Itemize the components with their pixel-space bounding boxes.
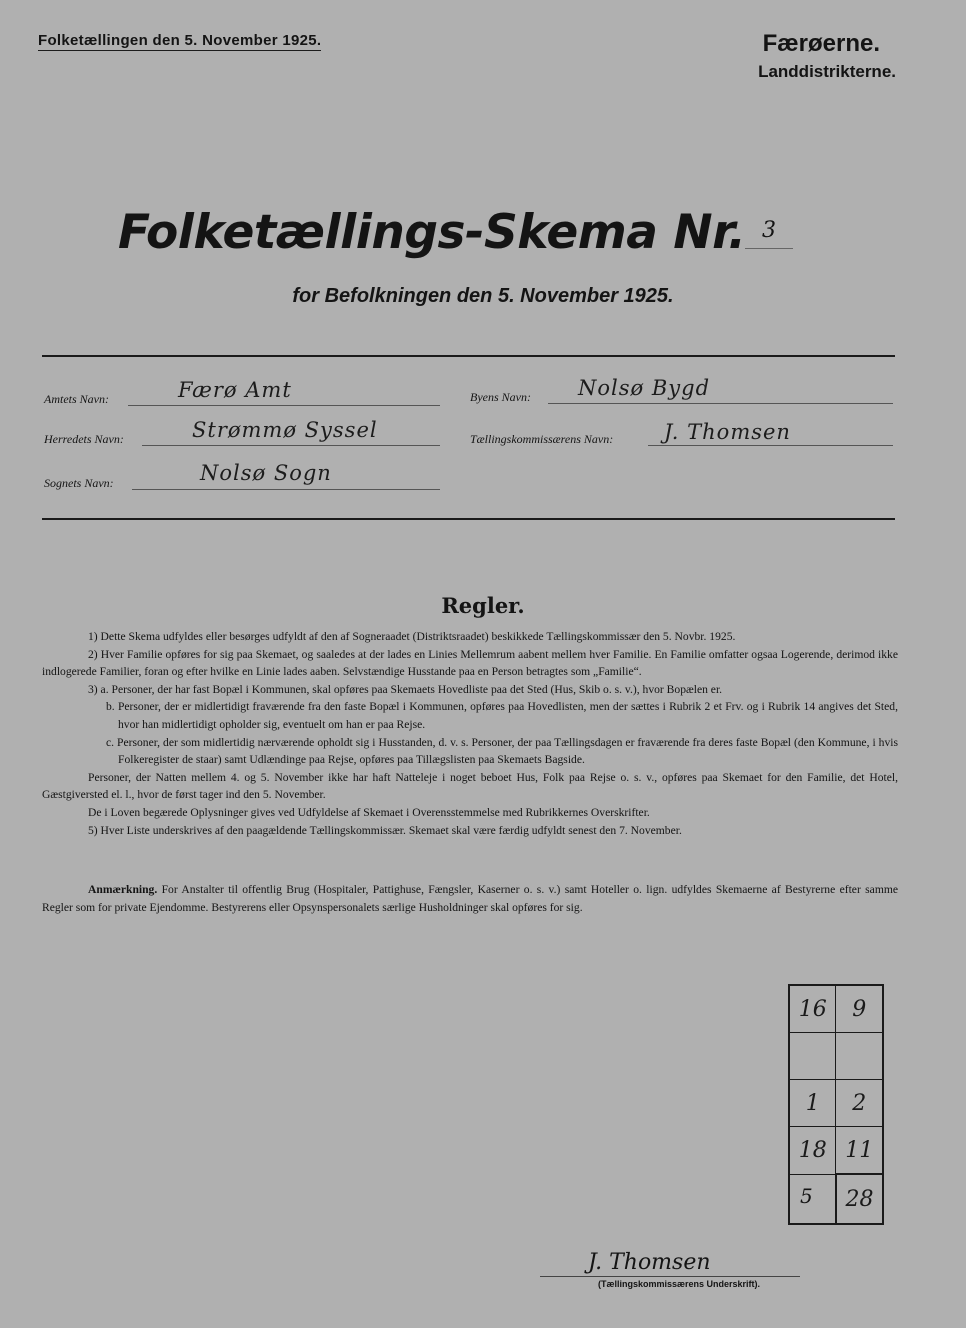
rule-3b: b. Personer, der er midlertidigt fraværende fra den faste Bopæl i Kommunen, opføres paa Hovedlisten, men der sættes i Rubrik 2 et Frv. og i Rubrik 14 angives det Sted, hvor han midlertidigt opholder sig, eventuelt om han er paa Rejse. xyxy=(106,700,898,731)
rule-4: De i Loven begærede Oplysninger gives ved Udfyldelse af Skemaet i Overensstemmelse med Rubrikkernes Overskrifter. xyxy=(88,805,650,819)
kommissaer-label: Tællingskommissærens Navn: xyxy=(470,432,614,446)
tally-cell: 28 xyxy=(836,1174,883,1224)
tally-extra-value: 5 xyxy=(800,1184,813,1208)
herred-value: Strømmø Syssel xyxy=(192,418,378,442)
signature-line xyxy=(540,1276,800,1277)
tally-cell: 2 xyxy=(836,1080,883,1127)
sogn-value: Nolsø Sogn xyxy=(200,461,332,485)
sogn-label: Sognets Navn: xyxy=(44,476,114,490)
tally-cell: 11 xyxy=(836,1127,883,1175)
form-number: 3 xyxy=(745,218,793,249)
by-label: Byens Navn: xyxy=(470,390,531,404)
divider-bottom xyxy=(42,518,895,520)
rule-3d: Personer, der Natten mellem 4. og 5. November ikke har haft Natteleje i noget beboet Hus, Folk paa Rejse o. s. v., opføres paa Skemaet for den Familie, det Hotel, Gæstgiversted el. l., hvor de først tager ind den 5. November. xyxy=(42,770,898,802)
tally-row xyxy=(789,1080,883,1127)
tally-row xyxy=(789,1033,883,1080)
tally-row xyxy=(789,985,883,1033)
tally-cell: 1 xyxy=(789,1080,836,1127)
district-heading: Landdistrikterne. xyxy=(758,62,896,81)
tally-cell xyxy=(789,1033,836,1080)
amt-value: Færø Amt xyxy=(178,378,292,402)
form-title: Folketællings-Skema Nr. xyxy=(118,205,746,260)
tally-cell: 16 xyxy=(789,985,836,1033)
herred-label: Herredets Navn: xyxy=(44,432,124,446)
rule-2: 2) Hver Familie opføres for sig paa Skemaet, og saaledes at der lades en Linies Mellemrum aabent mellem hver Familie. En Familie omfatter ogsaa Logerende, derimod ikke indlogerede Familier, foran og efter hvilke en Linie lades aaben. Selvstændige Husstande paa en Person betragtes som „Familie“. xyxy=(42,647,898,679)
rule-3c: c. Personer, der som midlertidig nærværende opholdt sig i Husstanden, d. v. s. Personer, der paa Tællingsdagen er fraværende fra deres faste Bopæl (den Kommune, i hvis Folkeregister de staar) samt Udlændinge paa Rejse, opføres paa Tillægslisten paa Skemaets Bagside. xyxy=(106,735,898,767)
note-body: For Anstalter til offentlig Brug (Hospitaler, Pattighuse, Fængsler, Kaserner o. s. v.) samt Hoteller o. lign. udfyldes Skemaerne af Bestyrerne efter samme Regler som for private Ejendomme. Bestyrerens eller Opsynspersonalets særlige Husholdninger skal opføres for sig. xyxy=(42,883,898,914)
tally-cell: 9 xyxy=(836,985,883,1033)
tally-cell: 18 xyxy=(789,1127,836,1175)
note-lead: Anmærkning. xyxy=(88,883,158,896)
rule-3a: 3) a. Personer, der har fast Bopæl i Kommunen, skal opføres paa Skemaets Hovedliste paa det Sted (Hus, Skib o. s. v.), hvor Bopælen er. xyxy=(88,682,723,696)
kommissaer-value: J. Thomsen xyxy=(664,420,791,444)
rules-heading: Regler. xyxy=(441,593,525,618)
region-heading: Færøerne. xyxy=(762,30,880,57)
amt-label: Amtets Navn: xyxy=(44,392,109,406)
signature-label: (Tællingskommissærens Underskrift). xyxy=(598,1279,761,1289)
tally-row xyxy=(789,1127,883,1175)
rule-1: 1) Dette Skema udfyldes eller besørges udfyldt af den af Sogneraadet (Distriktsraadet) beskikkede Tællingskommissær den 5. Novbr. 1925. xyxy=(88,630,736,643)
signature-handwritten: J. Thomsen xyxy=(588,1250,711,1275)
tally-cell xyxy=(836,1033,883,1080)
rule-5: 5) Hver Liste underskrives af den paagældende Tællingskommissær. Skemaet skal være færdig udfyldt senest den 7. November. xyxy=(88,823,682,837)
form-subtitle: for Befolkningen den 5. November 1925. xyxy=(292,285,674,307)
census-header-left: Folketællingen den 5. November 1925. xyxy=(38,32,322,49)
by-value: Nolsø Bygd xyxy=(578,376,711,400)
note-text xyxy=(42,881,898,917)
divider-top xyxy=(42,355,895,357)
rules-text xyxy=(42,628,898,839)
